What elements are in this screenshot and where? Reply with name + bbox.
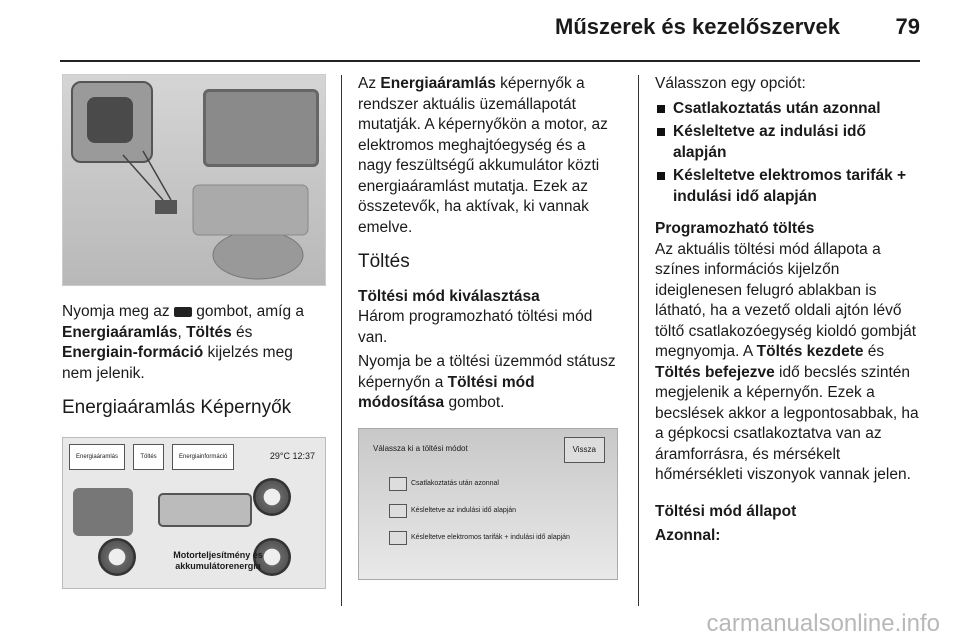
dialog-option: Késleltetve elektromos tarifák + indulási idő alapján [389,528,570,549]
subheading: Azonnal: [655,527,721,544]
paragraph: Válasszon egy opciót: [655,75,806,92]
console-lines [63,75,325,285]
energy-flow-screen [62,437,326,589]
section-heading: Energiaáramlás Képernyők [62,397,292,418]
watermark: carmanualsonline.info [706,610,940,637]
paragraph: Nyomja be a töltési üzemmód státusz képernyőn a Töltési mód módosítása gombot. [358,353,616,411]
battery-graphic [158,493,252,527]
column-divider [341,75,342,606]
energy-button-icon [174,307,192,317]
section-heading: Töltés [358,251,410,272]
engine-graphic [73,488,133,536]
tab-energy-flow: Energiaáramlás [69,444,125,471]
option-checkbox [389,477,407,491]
paragraph: Három programozható töltési mód van. [358,308,593,346]
page-number: 79 [895,14,920,39]
list-item: Csatlakoztatás után azonnal [655,99,920,120]
paragraph: Nyomja meg az gombot, amíg a Energiaáramlás, Töltés és Energiain-formáció kijelzés meg nem jelenik. [62,303,304,382]
tab-charging: Töltés [133,444,163,471]
tab-energy-info: Energiainformáció [172,444,234,471]
wheel-graphic [98,538,136,576]
temp-time: 29°C 12:37 [269,450,315,461]
paragraph: Az aktuális töltési mód állapota a színes információs kijelzőn ideiglenesen felugró ablakban is látható, ha a vezető oldali ajtón lévő töltő csatlakozóegység kioldó gombját megnyomja. A Töltés kezdete és Töltés befejezve idő becslés szintén megjelenik a képernyőn. Ezek a becslések akkor a legpontosabbak, ha a gépkocsi csatlakoztatva van az áramforrásra, és mérsékelt hőmérsékleti viszonyok vannak jelen. [655,240,919,483]
dialog-title: Válassza ki a töltési módot [373,443,468,453]
column-3 [655,74,920,547]
column-1 [62,74,324,589]
header-title: Műszerek és kezelőszervek [555,14,840,39]
option-checkbox [389,504,407,518]
column-2 [358,74,623,580]
dialog-option: Csatlakoztatás után azonnal [389,474,499,495]
wheel-graphic [253,478,291,516]
subheading: Programozható töltés [655,220,815,237]
subheading: Töltési mód kiválasztása [358,287,540,305]
list-item: Késleltetve az indulási idő alapján [655,122,920,163]
charge-mode-dialog [358,428,618,580]
dialog-option: Késleltetve az indulási idő alapján [389,501,516,522]
page-header [0,0,960,62]
option-checkbox [389,531,407,545]
subheading: Töltési mód állapot [655,502,797,520]
column-divider [638,75,639,606]
header-rule [60,60,920,62]
console-illustration [62,74,326,286]
back-button: Vissza [564,437,605,464]
paragraph: Az Energiaáramlás képernyők a rendszer aktuális üzemállapotát mutatják. A képernyőkön a motor, az elektromos meghajtóegység és a nagy feszültségű akkumulátor közti energiaáramlást mutatja. Ezek az összetevők, ha aktívak, ki vannak emelve. [358,75,608,236]
option-list [655,99,920,208]
list-item: Késleltetve elektromos tarifák + indulási idő alapján [655,166,920,207]
energy-caption: Motorteljesítmény és akkumulátorenergia [173,549,263,571]
